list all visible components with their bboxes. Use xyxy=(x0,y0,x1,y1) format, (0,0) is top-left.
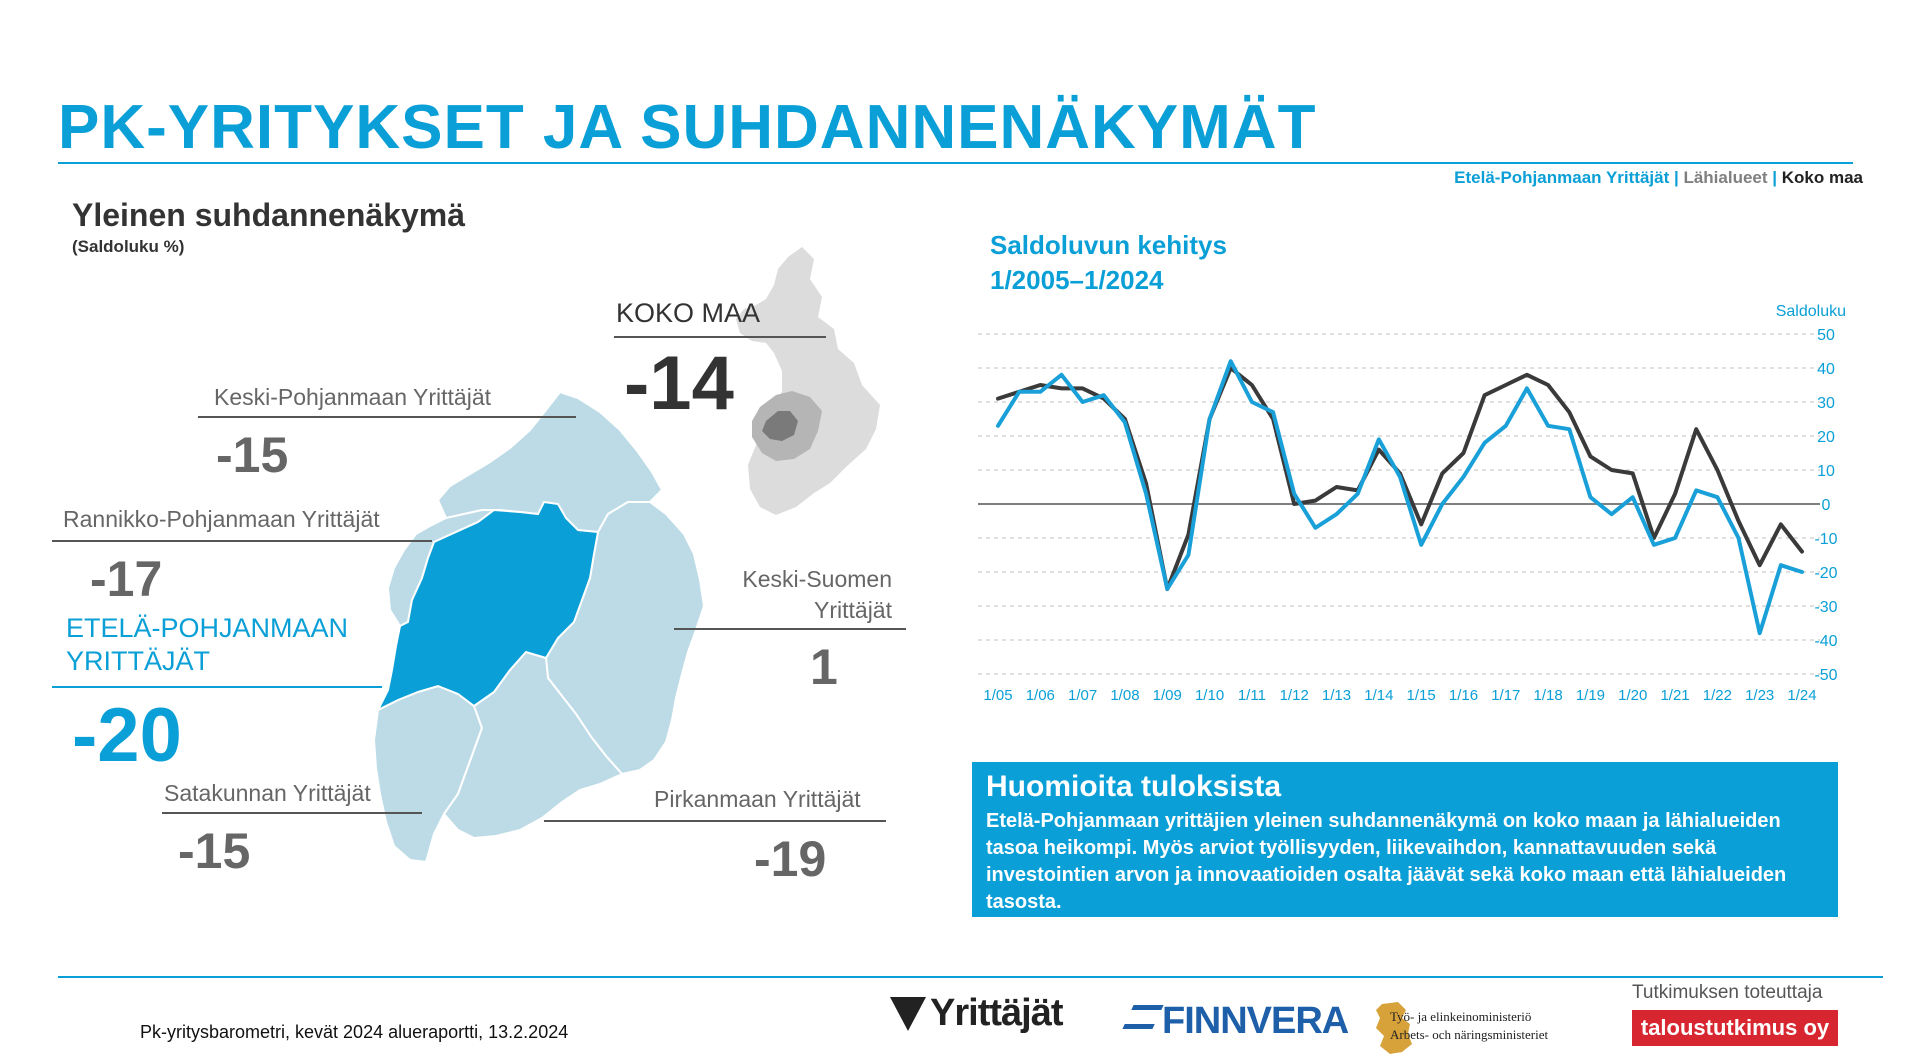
x-tick-label: 1/16 xyxy=(1448,687,1479,704)
legend xyxy=(1454,168,1863,188)
section-subheading: (Saldoluku %) xyxy=(72,237,185,256)
tem-logo xyxy=(1390,1008,1548,1044)
finnvera-logo-icon xyxy=(1122,1005,1163,1029)
etela-pohjanmaa-label xyxy=(66,612,348,678)
yrittajat-logo-text: Yrittäjät xyxy=(930,992,1063,1034)
keski-pohjanmaa-label: Keski-Pohjanmaan Yrittäjät xyxy=(214,384,491,410)
y-tick-label: 0 xyxy=(1821,497,1831,514)
finnvera-logo xyxy=(1128,1000,1348,1043)
y-tick-label: 10 xyxy=(1817,463,1835,480)
keski-suomi-rule xyxy=(674,628,906,630)
x-tick-label: 1/17 xyxy=(1491,687,1521,704)
tutkimus-label: Tutkimuksen toteuttaja xyxy=(1632,982,1823,1003)
y-tick-label: 20 xyxy=(1817,429,1835,446)
x-tick-label: 1/21 xyxy=(1660,687,1690,704)
keski-pohjanmaa-value: -15 xyxy=(216,427,289,483)
y-axis-label: Saldoluku xyxy=(1775,303,1846,320)
y-tick-label: 30 xyxy=(1817,395,1835,412)
x-tick-label: 1/15 xyxy=(1406,687,1436,704)
title-rule xyxy=(58,162,1853,164)
y-tick-label: -20 xyxy=(1814,565,1838,582)
x-tick-label: 1/09 xyxy=(1152,687,1182,704)
rannikko-value: -17 xyxy=(90,551,163,607)
finland-map xyxy=(730,245,890,530)
koko-maa-value: -14 xyxy=(624,341,734,426)
legend-ep: Etelä-Pohjanmaan Yrittäjät xyxy=(1454,168,1670,187)
x-tick-label: 1/20 xyxy=(1618,687,1648,704)
y-tick-label: -10 xyxy=(1814,531,1838,548)
x-tick-label: 1/24 xyxy=(1787,687,1817,704)
x-tick-label: 1/11 xyxy=(1237,687,1266,704)
x-tick-label: 1/05 xyxy=(983,687,1013,704)
koko-maa-label: KOKO MAA xyxy=(616,298,761,328)
series-line-etela-pohjanmaa xyxy=(998,361,1802,633)
x-tick-label: 1/22 xyxy=(1702,687,1732,704)
x-tick-label: 1/07 xyxy=(1068,687,1098,704)
x-tick-label: 1/14 xyxy=(1364,687,1394,704)
satakunta-label: Satakunnan Yrittäjät xyxy=(164,780,371,806)
chart-title xyxy=(990,228,1227,298)
notes-box xyxy=(972,762,1838,917)
keski-suomi-label xyxy=(700,564,892,626)
satakunta-value: -15 xyxy=(178,823,251,879)
x-tick-label: 1/19 xyxy=(1575,687,1606,704)
y-tick-label: 40 xyxy=(1817,361,1835,378)
line-chart xyxy=(970,290,1870,710)
tem-logo-line2: Arbets- och näringsministeriet xyxy=(1390,1027,1549,1042)
yrittajat-logo-icon xyxy=(890,997,926,1031)
y-tick-label: -40 xyxy=(1814,633,1838,650)
yrittajat-logo xyxy=(890,992,1062,1035)
x-tick-label: 1/12 xyxy=(1279,687,1309,704)
rannikko-rule xyxy=(52,540,432,542)
keski-pohjanmaa-rule xyxy=(198,416,576,418)
koko-maa-rule xyxy=(614,336,826,338)
pirkanmaa-rule xyxy=(544,820,886,822)
chart-title-line1: Saldoluvun kehitys xyxy=(990,230,1227,260)
x-tick-label: 1/10 xyxy=(1194,687,1225,704)
y-tick-label: -50 xyxy=(1814,667,1838,684)
section-heading: Yleinen suhdannenäkymä xyxy=(72,197,466,233)
notes-body: Etelä-Pohjanmaan yrittäjien yleinen suhdannenäkymä on koko maan ja lähialueiden tasoa heikompi. Myös arviot työllisyyden, liikevaihdon, kannattavuuden sekä investointien arvon ja innovaatioiden osalta jäävät sekä koko maan että lähialueiden tasosta. xyxy=(986,810,1787,913)
tem-logo-line1: Työ- ja elinkeinoministeriö xyxy=(1390,1009,1532,1024)
etela-pohjanmaa-value: -20 xyxy=(72,693,182,778)
rannikko-label: Rannikko-Pohjanmaan Yrittäjät xyxy=(63,506,380,532)
keski-suomi-label-line2: Yrittäjät xyxy=(814,597,892,623)
x-tick-label: 1/08 xyxy=(1110,687,1140,704)
y-tick-label: 50 xyxy=(1817,327,1835,344)
etela-pohjanmaa-label-line1: ETELÄ-POHJANMAAN xyxy=(66,613,349,643)
etela-pohjanmaa-rule xyxy=(52,686,382,688)
keski-suomi-value: 1 xyxy=(810,639,838,695)
legend-separator: | xyxy=(1767,168,1782,187)
chart-title-line2: 1/2005–1/2024 xyxy=(990,265,1164,295)
satakunta-rule xyxy=(162,812,422,814)
x-tick-label: 1/23 xyxy=(1745,687,1775,704)
legend-separator: | xyxy=(1669,168,1684,187)
taloustutkimus-logo: taloustutkimus oy xyxy=(1632,1010,1838,1046)
pirkanmaa-label: Pirkanmaan Yrittäjät xyxy=(654,786,861,812)
footer-rule xyxy=(58,976,1883,978)
y-tick-label: -30 xyxy=(1814,599,1838,616)
finland-map-outline xyxy=(736,247,880,515)
pirkanmaa-value: -19 xyxy=(754,831,827,887)
keski-suomi-label-line1: Keski-Suomen xyxy=(742,566,892,592)
notes-title: Huomioita tuloksista xyxy=(986,770,1282,803)
footer-source: Pk-yritysbarometri, kevät 2024 alueraportti, 13.2.2024 xyxy=(140,1022,569,1042)
finnvera-logo-text: FINNVERA xyxy=(1162,1000,1349,1042)
legend-nearby: Lähialueet xyxy=(1683,168,1768,187)
x-tick-label: 1/06 xyxy=(1025,687,1055,704)
page-title: PK-YRITYKSET JA SUHDANNENÄKYMÄT xyxy=(58,93,1317,162)
etela-pohjanmaa-label-line2: YRITTÄJÄT xyxy=(66,646,211,676)
x-tick-label: 1/18 xyxy=(1533,687,1563,704)
x-tick-label: 1/13 xyxy=(1321,687,1352,704)
legend-country: Koko maa xyxy=(1781,168,1863,187)
